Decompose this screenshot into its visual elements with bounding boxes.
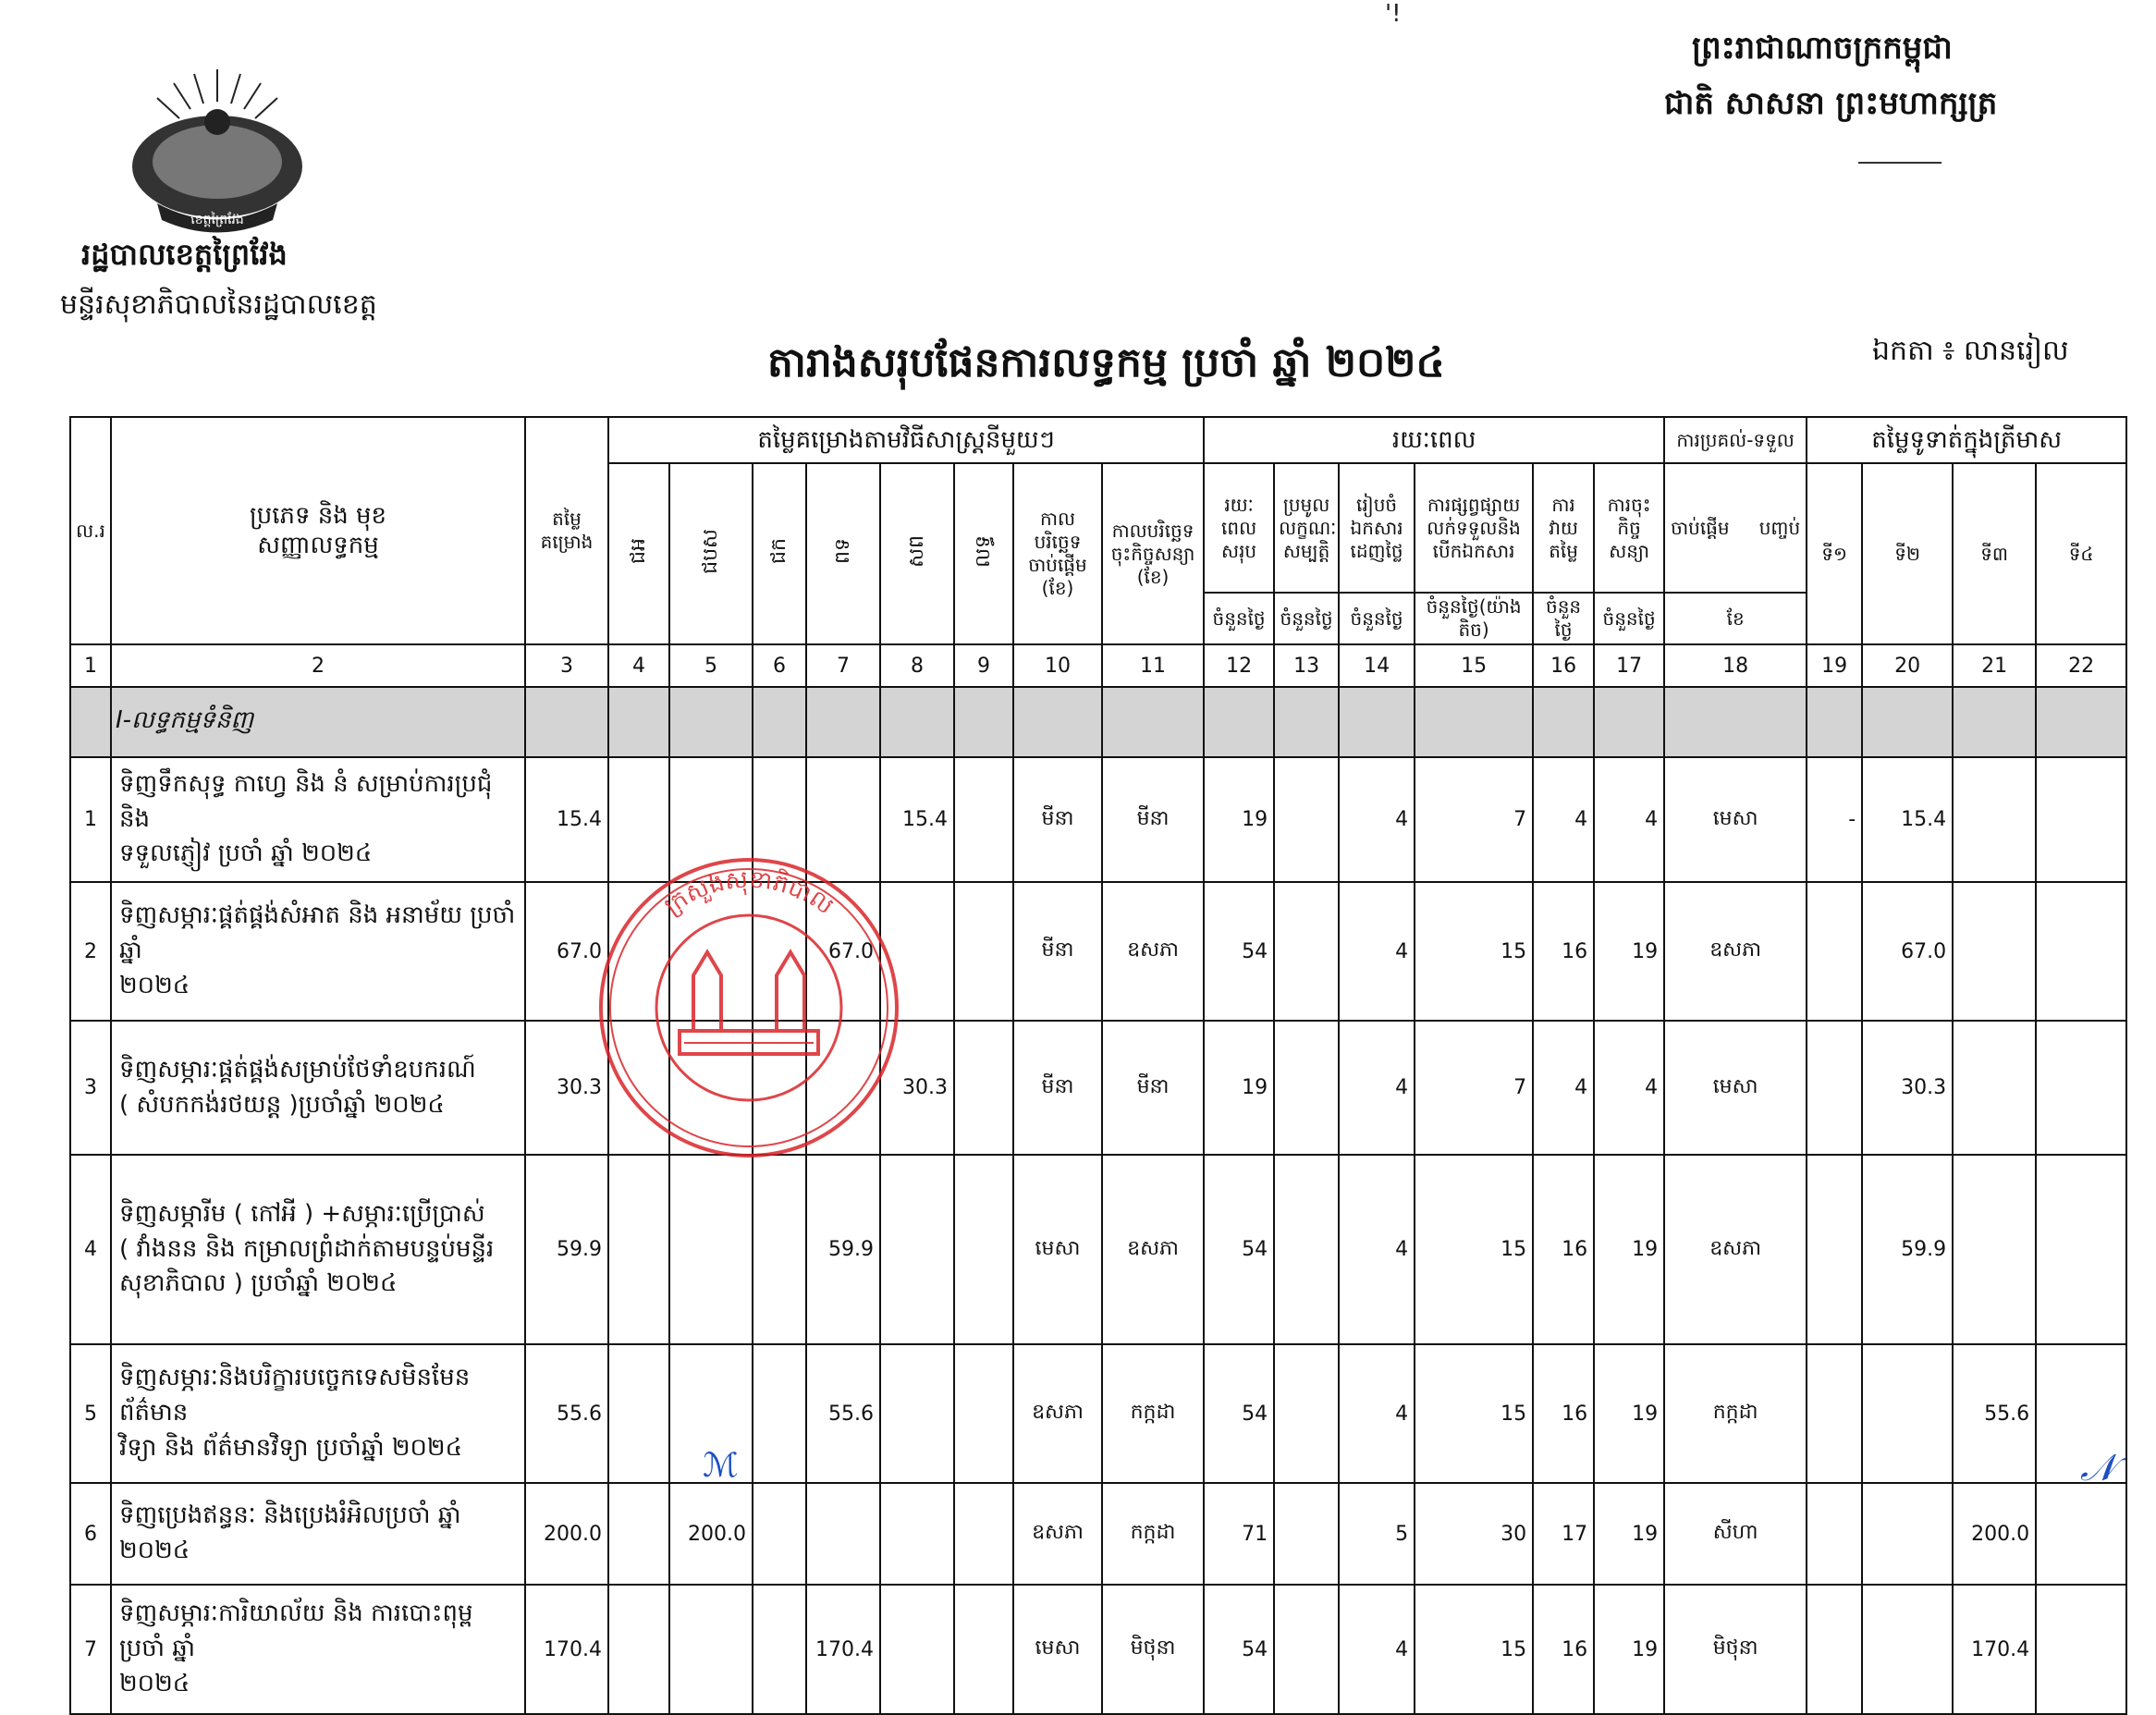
column-number: 10	[1013, 644, 1102, 687]
cell-d4: 7	[1415, 1021, 1533, 1155]
cell-d3: 4	[1339, 1155, 1415, 1344]
cell-m3	[753, 882, 806, 1021]
cell-deliv: មិថុនា	[1664, 1585, 1807, 1714]
table-row	[70, 1155, 2126, 1344]
cell-d1: 19	[1204, 757, 1274, 882]
cell-m3	[753, 1344, 806, 1483]
cell-m2	[669, 1155, 753, 1344]
cell-q3: 200.0	[1953, 1483, 2036, 1585]
cell-q4	[2036, 1483, 2126, 1585]
cell-m3	[753, 1585, 806, 1714]
cell-q4	[2036, 757, 2126, 882]
cell-m5	[880, 882, 954, 1021]
cell-m5	[880, 1483, 954, 1585]
cell-m5: 15.4	[880, 757, 954, 882]
item-name-line: ( វាំងនន និង កម្រាលព្រំដាក់តាមបន្ទប់មន្ទីរ	[119, 1234, 495, 1263]
cell-q3	[1953, 1021, 2036, 1155]
cell-start: មីនា	[1013, 882, 1102, 1021]
svg-text:ខេត្តព្រៃវែង: ខេត្តព្រៃវែង	[190, 213, 244, 227]
cell-no: 3	[70, 1021, 111, 1155]
cell-d2	[1274, 1155, 1339, 1344]
column-number: 8	[880, 644, 954, 687]
signature-initial-bottom: ℳ	[703, 1447, 739, 1485]
cell-d5: 16	[1533, 1344, 1594, 1483]
cell-d1: 19	[1204, 1021, 1274, 1155]
item-name-line: ២០២៤	[119, 971, 190, 999]
days-label: ចំនួនថ្ងៃ(យ៉ាងតិច)	[1415, 593, 1533, 644]
cell-q4	[2036, 882, 2126, 1021]
cell-item-name	[111, 882, 525, 1021]
cell-d1: 54	[1204, 882, 1274, 1021]
procurement-table	[69, 416, 2113, 1697]
item-name-line: សុខាភិបាល ) ប្រចាំឆ្នាំ ២០២៤	[119, 1269, 398, 1298]
cell-sign: មិថុនា	[1102, 1585, 1204, 1714]
cell-d6: 4	[1594, 757, 1664, 882]
cell-d1: 54	[1204, 1155, 1274, 1344]
kingdom-heading: ព្រះរាជាណាចក្រកម្ពុជា	[1692, 30, 1953, 67]
cell-q1	[1807, 882, 1862, 1021]
days-label: ចំនួនថ្ងៃ	[1594, 593, 1664, 644]
cell-d3: 4	[1339, 1585, 1415, 1714]
cell-q2: 59.9	[1862, 1155, 1953, 1344]
provincial-logo	[120, 65, 314, 240]
page-title: តារាងសរុបផែនការលទ្ធកម្ម ប្រចាំ ឆ្នាំ ២០២៤	[767, 339, 1445, 386]
days-label: ចំនួនថ្ងៃ	[1533, 593, 1594, 644]
cell-d6: 19	[1594, 1155, 1664, 1344]
cell-no: 6	[70, 1483, 111, 1585]
method-header: លទ្ធ	[954, 463, 1013, 644]
cell-m4: 67.0	[806, 882, 880, 1021]
cell-start: មេសា	[1013, 1585, 1102, 1714]
item-name-line: ទិញទឹកសុទ្ធ កាហ្វេ និង នំ សម្រាប់ការប្រជុំ និង	[119, 769, 493, 833]
cell-m2	[669, 882, 753, 1021]
table-row	[70, 882, 2126, 1021]
group-header-methods: តម្លៃគម្រោងតាមវិធីសាស្ត្រនីមួយៗ	[608, 417, 1204, 463]
cell-q3	[1953, 882, 2036, 1021]
column-number: 7	[806, 644, 880, 687]
cell-item-name	[111, 1344, 525, 1483]
svg-text:ក្រសួងសុខាភិបាល: ក្រសួងសុខាភិបាល	[659, 865, 839, 921]
group-header-delivery: ការប្រគល់-ទទួល	[1664, 417, 1807, 463]
cell-d4: 15	[1415, 882, 1533, 1021]
item-name-line: ២០២៤	[119, 1669, 190, 1697]
cell-deliv: មេសា	[1664, 757, 1807, 882]
cell-m1	[608, 1344, 669, 1483]
cell-q4	[2036, 1585, 2126, 1714]
cell-d3: 4	[1339, 1344, 1415, 1483]
cell-d5: 4	[1533, 1021, 1594, 1155]
duration-header: រយៈពេល សរុប	[1204, 463, 1274, 593]
provincial-administration: រដ្ឋបាលខេត្តព្រៃវែង	[81, 237, 288, 272]
cell-deliv: កក្កដា	[1664, 1344, 1807, 1483]
unit-label: ឯកតា ៖ លានរៀល	[1872, 335, 2069, 367]
cell-d5: 16	[1533, 1585, 1594, 1714]
col-header-proc-start: កាលបរិច្ឆេទ ចាប់ផ្តើម (ខែ)	[1013, 463, 1102, 644]
cell-d3: 4	[1339, 1021, 1415, 1155]
cell-m5	[880, 1585, 954, 1714]
column-number: 5	[669, 644, 753, 687]
duration-header: ការចុះកិច្ច សន្យា	[1594, 463, 1664, 593]
cell-m4	[806, 757, 880, 882]
table-row	[70, 1021, 2126, 1155]
cell-d6: 19	[1594, 1585, 1664, 1714]
item-name-line: ទទួលភ្ញៀវ ប្រចាំ ឆ្នាំ ២០២៤	[119, 839, 373, 868]
cell-no: 4	[70, 1155, 111, 1344]
cell-q1	[1807, 1344, 1862, 1483]
column-number: 15	[1415, 644, 1533, 687]
column-number: 18	[1664, 644, 1807, 687]
table-row	[70, 757, 2126, 882]
cell-m1	[608, 1483, 669, 1585]
method-header: ជបស	[669, 463, 753, 644]
quarter-header: ទី៤	[2036, 463, 2126, 644]
cell-sign: ឧសភា	[1102, 1155, 1204, 1344]
cell-m6	[954, 757, 1013, 882]
cell-d1: 54	[1204, 1585, 1274, 1714]
quarter-header: ទី១	[1807, 463, 1862, 644]
cell-m4: 59.9	[806, 1155, 880, 1344]
method-header: ជក	[753, 463, 806, 644]
column-number: 14	[1339, 644, 1415, 687]
item-name-line: ទិញសម្ភារៈផ្គត់ផ្គង់សម្រាប់ថែទាំឧបករណ៍	[119, 1055, 476, 1084]
cell-q3	[1953, 757, 2036, 882]
cell-q3: 170.4	[1953, 1585, 2036, 1714]
cell-d4: 15	[1415, 1155, 1533, 1344]
cell-est: 59.9	[525, 1155, 608, 1344]
cell-d5: 17	[1533, 1483, 1594, 1585]
cell-d6: 4	[1594, 1021, 1664, 1155]
column-number: 1	[70, 644, 111, 687]
method-header: ជអ	[608, 463, 669, 644]
cell-d2	[1274, 1021, 1339, 1155]
column-number: 9	[954, 644, 1013, 687]
cell-deliv: ឧសភា	[1664, 1155, 1807, 1344]
cell-d4: 15	[1415, 1344, 1533, 1483]
cell-m4	[806, 1483, 880, 1585]
cell-m4: 170.4	[806, 1585, 880, 1714]
cell-item-name	[111, 757, 525, 882]
cell-start: មីនា	[1013, 757, 1102, 882]
cell-q1	[1807, 1155, 1862, 1344]
column-number: 22	[2036, 644, 2126, 687]
cell-m2: 200.0	[669, 1483, 753, 1585]
col-header-delivery-range: ចាប់ផ្តើម បញ្ចប់	[1664, 463, 1807, 593]
group-header-duration: រយៈពេល	[1204, 417, 1664, 463]
cell-deliv: ឧសភា	[1664, 882, 1807, 1021]
health-department: មន្ទីរសុខាភិបាលនៃរដ្ឋបាលខេត្ត	[60, 288, 377, 321]
motto-divider	[1858, 162, 1942, 164]
table-row	[70, 1483, 2126, 1585]
column-number: 21	[1953, 644, 2036, 687]
cell-m6	[954, 1155, 1013, 1344]
cell-start: មេសា	[1013, 1155, 1102, 1344]
cell-q2: 67.0	[1862, 882, 1953, 1021]
column-number: 6	[753, 644, 806, 687]
cell-d2	[1274, 757, 1339, 882]
section-row	[70, 687, 2126, 757]
cell-est: 67.0	[525, 882, 608, 1021]
duration-header: ការវាយ តម្លៃ	[1533, 463, 1594, 593]
cell-q3: 55.6	[1953, 1344, 2036, 1483]
item-name-line: ទិញប្រេងឥន្ធនៈ និងប្រេងរំអិលប្រចាំ ឆ្នាំ ២០២៤	[119, 1501, 461, 1564]
cell-d5: 16	[1533, 1155, 1594, 1344]
cell-m1	[608, 882, 669, 1021]
cell-d1: 54	[1204, 1344, 1274, 1483]
cell-m6	[954, 1585, 1013, 1714]
cell-q3	[1953, 1155, 2036, 1344]
cell-d2	[1274, 882, 1339, 1021]
cell-sign: មីនា	[1102, 1021, 1204, 1155]
item-name-line: ទិញសម្ភារៈនិងបរិក្ខារបច្ចេកទេសមិនមែនព័ត៌មាន	[119, 1364, 471, 1427]
cell-q2: 30.3	[1862, 1021, 1953, 1155]
cell-start: មីនា	[1013, 1021, 1102, 1155]
cell-d4: 30	[1415, 1483, 1533, 1585]
col-header-proc-sign: កាលបរិច្ឆេទ ចុះកិច្ចសន្យា (ខែ)	[1102, 463, 1204, 644]
column-number: 4	[608, 644, 669, 687]
national-motto: ជាតិ សាសនា ព្រះមហាក្សត្រ	[1664, 85, 1998, 122]
cell-start: ឧសភា	[1013, 1344, 1102, 1483]
delivery-unit: ខែ	[1664, 593, 1807, 644]
cell-m6	[954, 882, 1013, 1021]
cell-q4	[2036, 1021, 2126, 1155]
cell-m3	[753, 1155, 806, 1344]
table-row	[70, 1585, 2126, 1714]
cell-m4: 55.6	[806, 1344, 880, 1483]
cell-item-name	[111, 1585, 525, 1714]
column-number: 12	[1204, 644, 1274, 687]
cell-m2	[669, 1585, 753, 1714]
cell-d1: 71	[1204, 1483, 1274, 1585]
quarter-header: ទី២	[1862, 463, 1953, 644]
cell-m3	[753, 1021, 806, 1155]
days-label: ចំនួនថ្ងៃ	[1204, 593, 1274, 644]
cell-sign: កក្កដា	[1102, 1483, 1204, 1585]
cell-q1: -	[1807, 757, 1862, 882]
item-name-line: ( សំបកកង់រថយន្ត )ប្រចាំឆ្នាំ ២០២៤	[119, 1090, 445, 1119]
cell-d3: 5	[1339, 1483, 1415, 1585]
cell-sign: កក្កដា	[1102, 1344, 1204, 1483]
cell-q1	[1807, 1483, 1862, 1585]
cell-q2	[1862, 1344, 1953, 1483]
cell-d2	[1274, 1483, 1339, 1585]
section-label: I-លទ្ធកម្មទំនិញ	[111, 687, 525, 757]
column-number: 13	[1274, 644, 1339, 687]
col-header-estimate: តម្លៃ គម្រោង	[525, 417, 608, 644]
column-number: 20	[1862, 644, 1953, 687]
cell-start: ឧសភា	[1013, 1483, 1102, 1585]
cell-m6	[954, 1021, 1013, 1155]
item-name-line: វិទ្យា និង ព័ត៌មានវិទ្យា ប្រចាំឆ្នាំ ២០២៤	[119, 1433, 463, 1462]
duration-header: រៀបចំ ឯកសារ ដេញថ្លៃ	[1339, 463, 1415, 593]
cell-d4: 7	[1415, 757, 1533, 882]
days-label: ចំនួនថ្ងៃ	[1339, 593, 1415, 644]
group-header-quarter: តម្លៃទូទាត់ក្នុងត្រីមាស	[1807, 417, 2126, 463]
cell-m5: 30.3	[880, 1021, 954, 1155]
col-header-no: ល.រ	[70, 417, 111, 644]
cell-sign: មីនា	[1102, 757, 1204, 882]
top-pen-mark: '!	[1385, 0, 1402, 28]
cell-d3: 4	[1339, 757, 1415, 882]
cell-d5: 4	[1533, 757, 1594, 882]
cell-d6: 19	[1594, 1344, 1664, 1483]
cell-d6: 19	[1594, 882, 1664, 1021]
cell-m2	[669, 757, 753, 882]
cell-q2	[1862, 1585, 1953, 1714]
cell-d5: 16	[1533, 882, 1594, 1021]
cell-d2	[1274, 1585, 1339, 1714]
cell-q1	[1807, 1021, 1862, 1155]
cell-q2: 15.4	[1862, 757, 1953, 882]
cell-q4	[2036, 1155, 2126, 1344]
method-header: សព	[880, 463, 954, 644]
cell-est: 200.0	[525, 1483, 608, 1585]
cell-q2	[1862, 1483, 1953, 1585]
cell-m3	[753, 757, 806, 882]
duration-header: ការផ្សព្វផ្សាយ លក់ទទួលនិង បើកឯកសារ	[1415, 463, 1533, 593]
cell-item-name	[111, 1155, 525, 1344]
item-name-line: ទិញសម្ភារៈផ្គត់ផ្គង់សំអាត និង អនាម័យ ប្រចាំឆ្នាំ	[119, 901, 516, 965]
item-name-line: ទិញសម្ភារីម ( កៅអី ) +សម្ភារៈប្រើប្រាស់	[119, 1199, 485, 1228]
cell-no: 1	[70, 757, 111, 882]
cell-sign: ឧសភា	[1102, 882, 1204, 1021]
cell-est: 55.6	[525, 1344, 608, 1483]
column-number: 11	[1102, 644, 1204, 687]
cell-m1	[608, 1585, 669, 1714]
duration-header: ប្រមូល លក្ខណៈ សម្បត្តិ	[1274, 463, 1339, 593]
cell-no: 5	[70, 1344, 111, 1483]
cell-m5	[880, 1344, 954, 1483]
method-header: ពទ	[806, 463, 880, 644]
signature-initial-corner: 𝒩	[2080, 1447, 2116, 1489]
column-number: 16	[1533, 644, 1594, 687]
cell-d4: 15	[1415, 1585, 1533, 1714]
cell-est: 30.3	[525, 1021, 608, 1155]
cell-deliv: មេសា	[1664, 1021, 1807, 1155]
cell-no: 2	[70, 882, 111, 1021]
cell-m6	[954, 1344, 1013, 1483]
cell-d2	[1274, 1344, 1339, 1483]
col-header-type: ប្រភេទ និង មុខ សញ្ញាលទ្ធកម្ម	[111, 417, 525, 644]
cell-item-name	[111, 1021, 525, 1155]
quarter-header: ទី៣	[1953, 463, 2036, 644]
cell-est: 15.4	[525, 757, 608, 882]
cell-q1	[1807, 1585, 1862, 1714]
column-number: 2	[111, 644, 525, 687]
cell-d3: 4	[1339, 882, 1415, 1021]
cell-m2	[669, 1021, 753, 1155]
column-number: 17	[1594, 644, 1664, 687]
cell-m1	[608, 1021, 669, 1155]
cell-m6	[954, 1483, 1013, 1585]
column-number: 3	[525, 644, 608, 687]
cell-m3	[753, 1483, 806, 1585]
cell-m5	[880, 1155, 954, 1344]
item-name-line: ទិញសម្ភារៈការិយាល័យ និង ការបោះពុម្ព ប្រចាំ ឆ្នាំ	[119, 1599, 473, 1663]
cell-m4	[806, 1021, 880, 1155]
column-number: 19	[1807, 644, 1862, 687]
cell-deliv: សីហា	[1664, 1483, 1807, 1585]
table-row	[70, 1344, 2126, 1483]
cell-m1	[608, 1155, 669, 1344]
column-number-row	[70, 644, 2126, 687]
cell-d6: 19	[1594, 1483, 1664, 1585]
cell-est: 170.4	[525, 1585, 608, 1714]
days-label: ចំនួនថ្ងៃ	[1274, 593, 1339, 644]
cell-m1	[608, 757, 669, 882]
cell-item-name	[111, 1483, 525, 1585]
cell-no: 7	[70, 1585, 111, 1714]
